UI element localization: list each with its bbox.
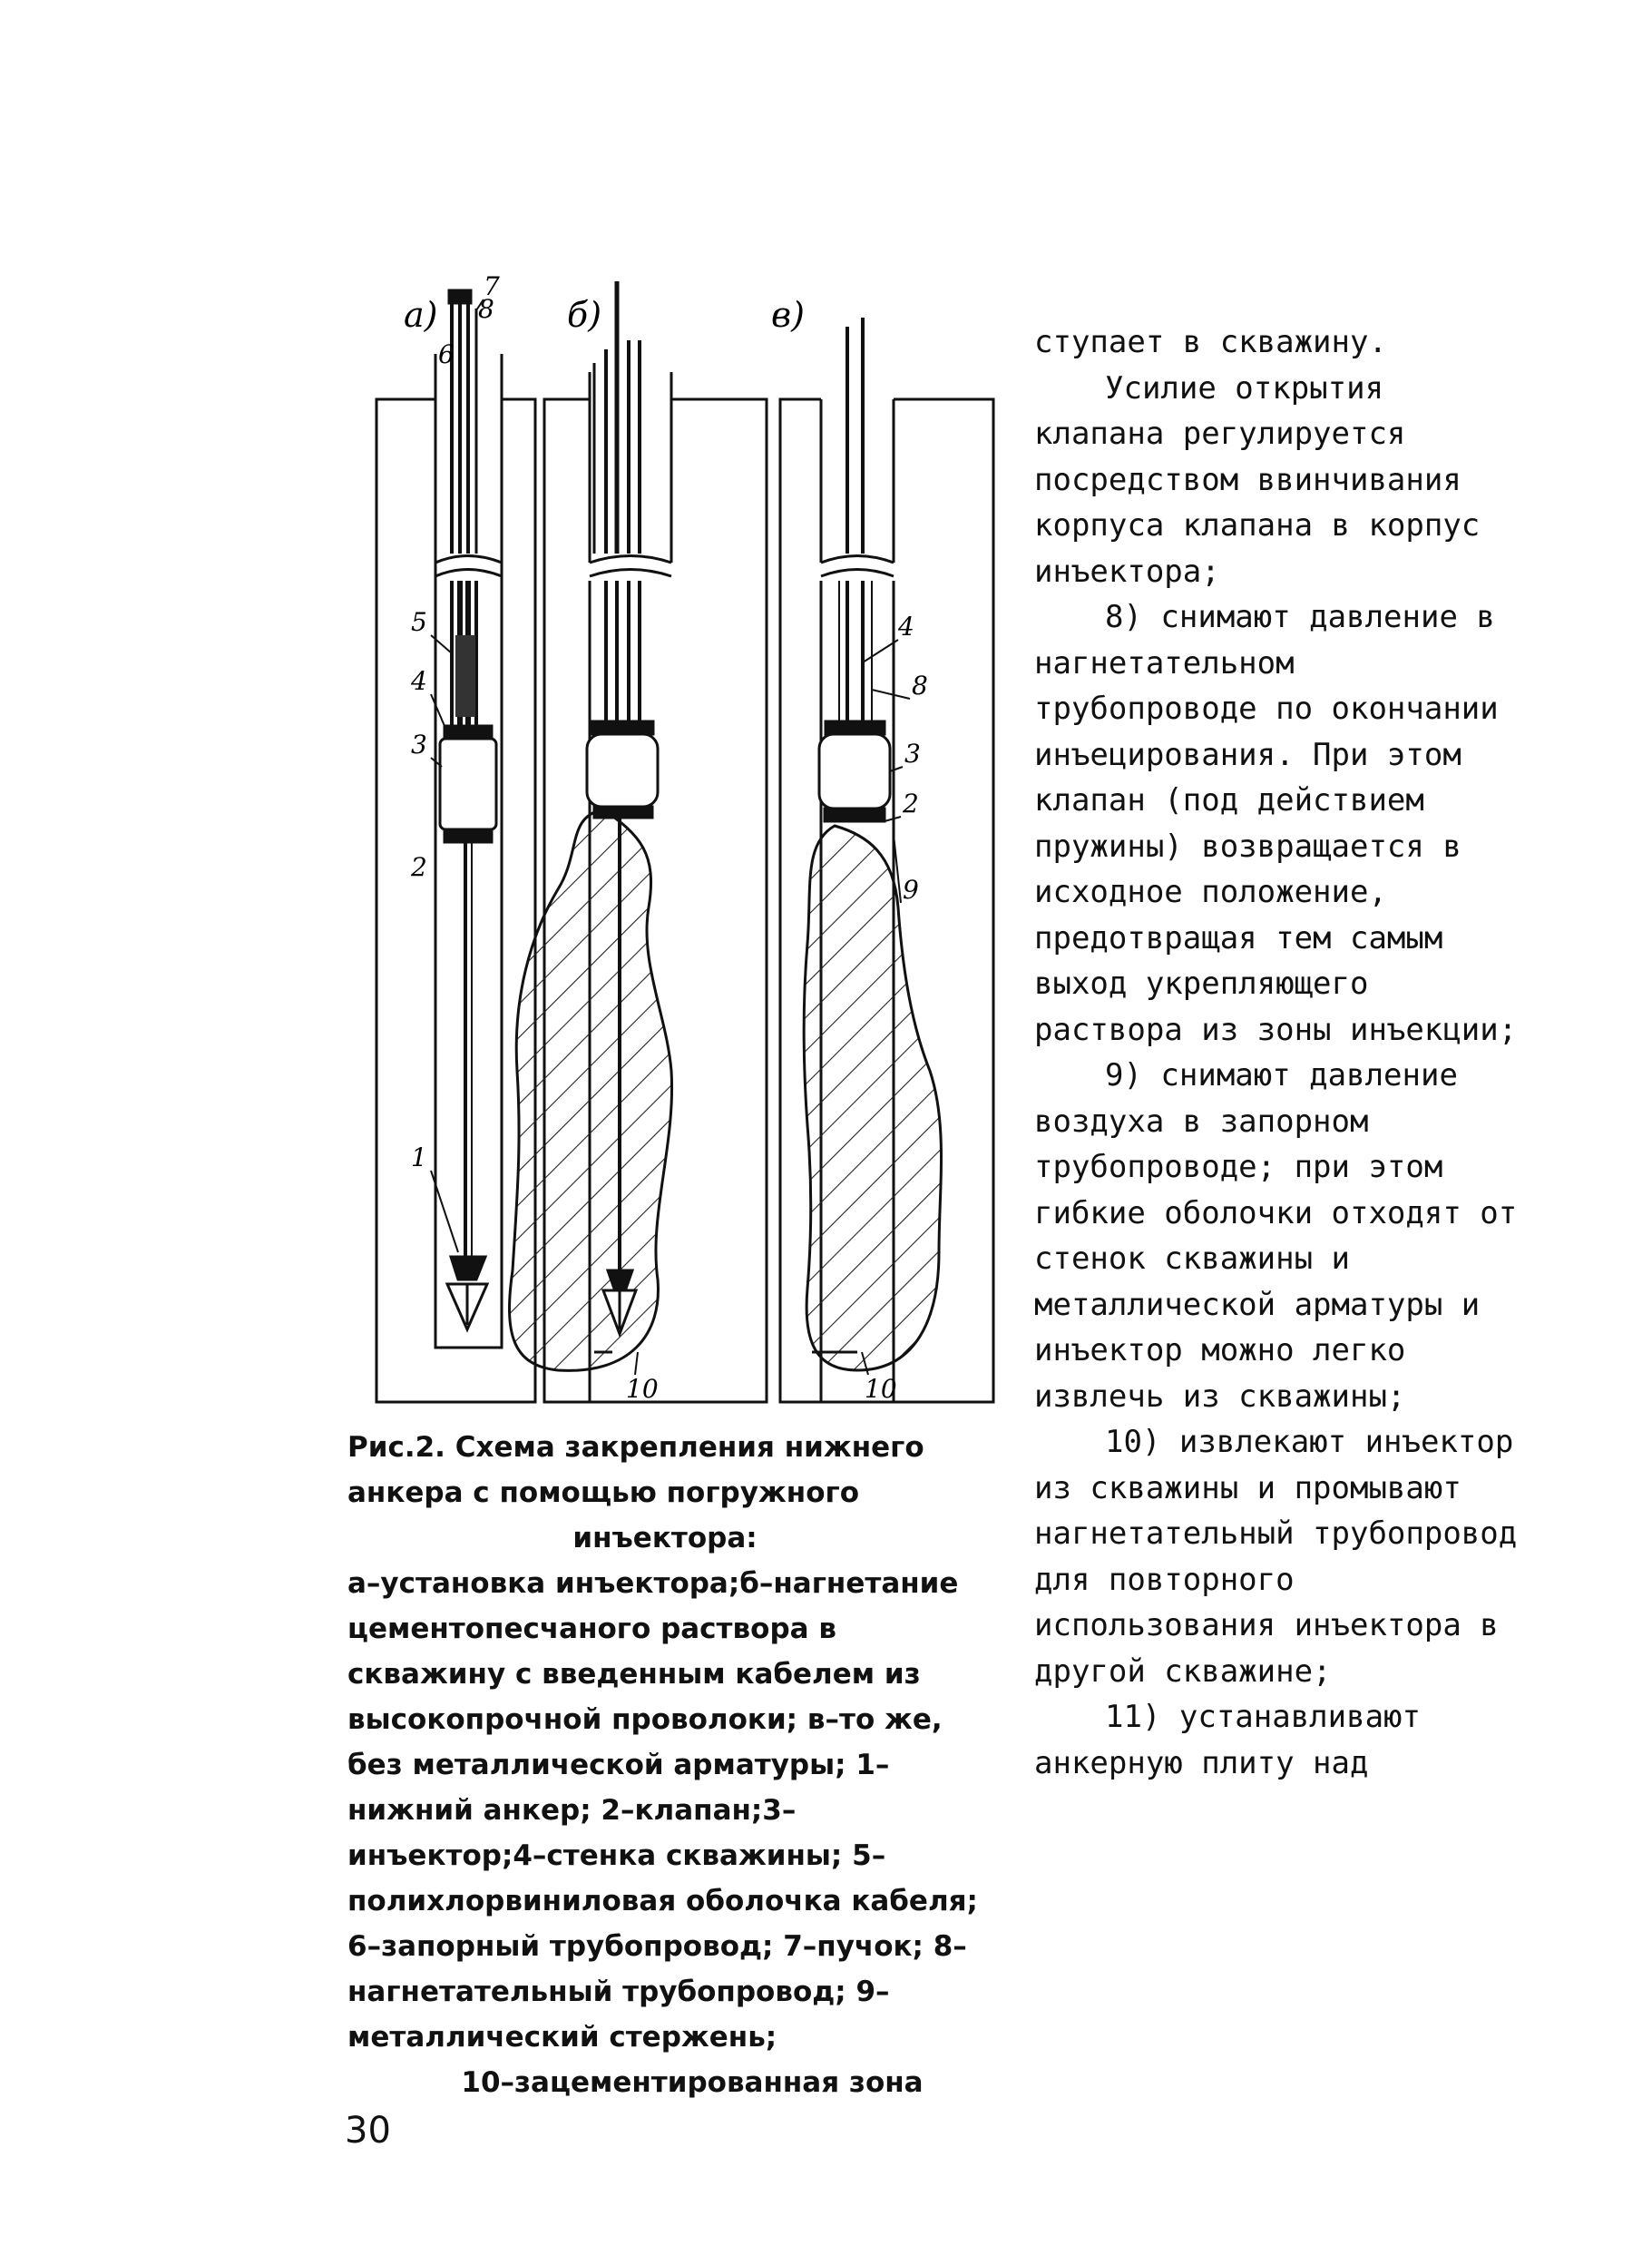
- panel-label-c: в): [771, 295, 805, 335]
- paragraph: 11) устанавливают анкерную плиту над: [1034, 1699, 1421, 1781]
- label-a-7: 7: [484, 272, 500, 301]
- label-a-3: 3: [411, 730, 427, 760]
- anchor-injector-diagram: [349, 272, 1021, 1416]
- label-c-2: 2: [903, 789, 919, 819]
- label-a-1: 1: [411, 1142, 427, 1172]
- figure-diagram: [349, 272, 1021, 1416]
- label-b-10: 10: [626, 1374, 659, 1404]
- panel-c: [780, 318, 993, 1402]
- paragraph: 9) снимают давление воздуха в запорном трубопроводе; при этом гибкие оболочки отходят от стенок скважины и металлической арматуры и инъектор можно легко извлечь из скважины;: [1034, 1057, 1518, 1415]
- label-c-10: 10: [865, 1374, 897, 1404]
- caption-body: а–установка инъектора;б–нагнетание цементопесчаного раствора в скважину с введенным кабелем из высокопрочной проволоки; в–то же, без металлической арматуры; 1–нижний анкер; 2–клапан;3–инъектор;4–стенка скважины; 5–полихлорвиниловая оболочка кабеля; 6–запорный трубопровод; 7–пучок; 8–нагнетательный трубопровод; 9–металлический стержень;: [347, 1567, 978, 2054]
- paragraph: 8) снимают давление в нагнетательном трубопроводе по окончании инъецирования. При этом клапан (под действием пружины) возвращается в исходное положение, предотвращая тем самым выход укрепляющего раствора из зоны инъекции;: [1034, 599, 1518, 1048]
- page-number: 30: [345, 2110, 391, 2152]
- label-c-9: 9: [903, 875, 919, 905]
- label-c-4: 4: [898, 612, 914, 642]
- label-a-8: 8: [478, 294, 494, 324]
- panel-b: [510, 281, 767, 1402]
- paragraph: Усилие открытия клапана регулируется посредством ввинчивания корпуса клапана в корпус инъектора;: [1034, 369, 1481, 590]
- panel-a: [376, 290, 535, 1402]
- caption-last-line: 10–зацементированная зона: [461, 2066, 924, 2099]
- panel-label-a: а): [404, 295, 438, 335]
- label-a-4: 4: [411, 666, 427, 696]
- paragraph: ступает в скважину.: [1034, 324, 1387, 360]
- caption-title-continued: инъектора:: [572, 1522, 758, 1554]
- figure-caption: [347, 1425, 982, 2105]
- label-a-2: 2: [411, 852, 427, 882]
- caption-title: Рис.2. Схема закрепления нижнего анкера с помощью погружного: [347, 1431, 924, 1509]
- label-a-6: 6: [438, 339, 455, 369]
- panel-label-b: б): [567, 295, 602, 335]
- label-c-3: 3: [904, 739, 921, 769]
- label-a-5: 5: [411, 607, 427, 637]
- paragraph: 10) извлекают инъектор из скважины и промывают нагнетательный трубопровод для повторного использования инъектора в другой скважине;: [1034, 1424, 1518, 1690]
- body-text-column: [1034, 319, 1524, 1786]
- label-c-8: 8: [912, 671, 928, 701]
